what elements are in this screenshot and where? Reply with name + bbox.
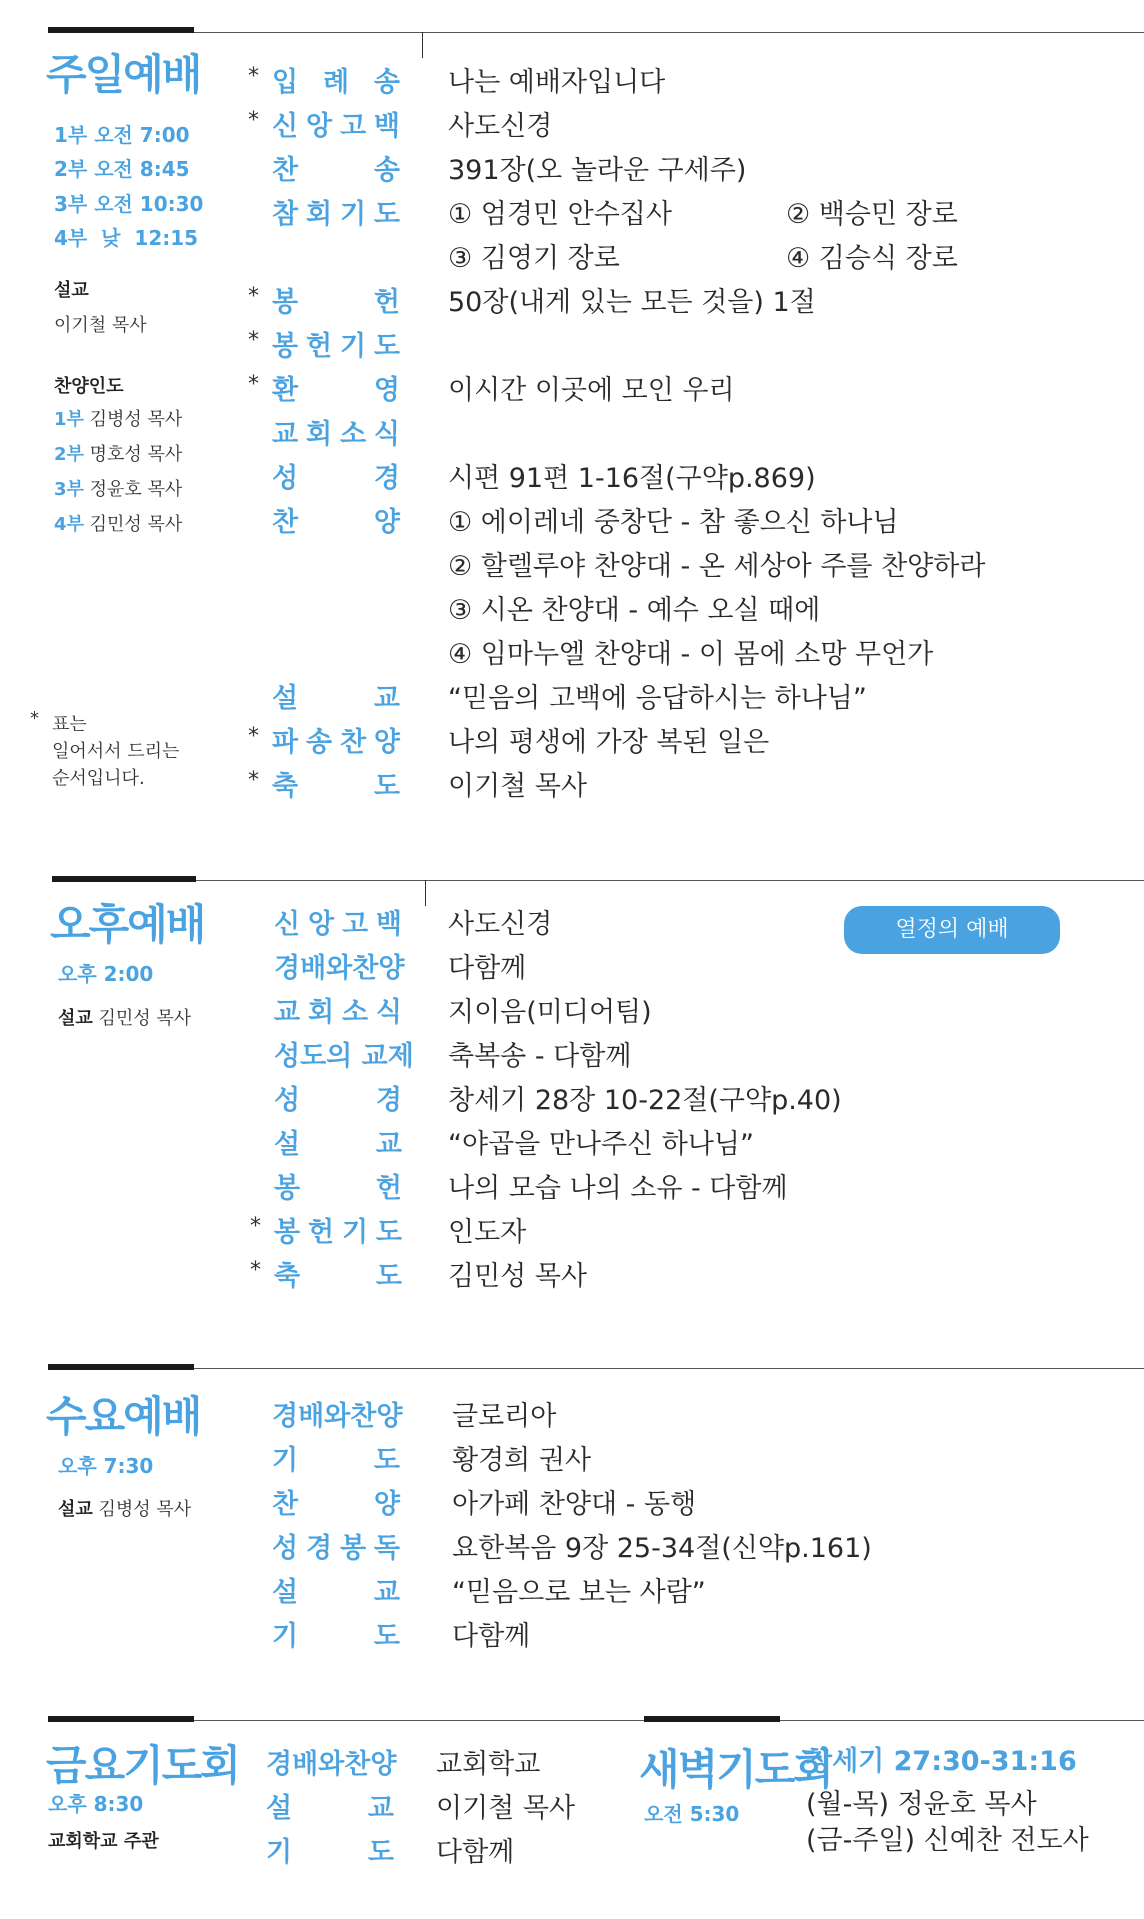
order-label: * 신 앙 고 백 bbox=[248, 108, 400, 142]
standing-marker: * bbox=[248, 328, 259, 353]
order-value: 이기철 목사 bbox=[436, 1793, 575, 1824]
order-value: ③ 시온 찬양대 - 예수 오실 때에 bbox=[448, 595, 821, 626]
section-marker bbox=[52, 876, 196, 882]
friday-time: 오후 8:30 bbox=[48, 1792, 144, 1816]
order-label: 성 경 bbox=[274, 1085, 402, 1116]
order-value: ② 백승민 장로 bbox=[786, 199, 958, 230]
order-value: 김민성 목사 bbox=[448, 1261, 587, 1292]
divider-tick bbox=[422, 32, 423, 58]
order-label: * 환 영 bbox=[248, 372, 400, 406]
sermon-pastor: 이기철 목사 bbox=[54, 315, 147, 336]
friday-title: 금요기도회 bbox=[46, 1741, 239, 1790]
standing-marker: * bbox=[248, 372, 259, 397]
standing-marker: * bbox=[248, 108, 259, 133]
order-label: 참 회 기 도 bbox=[272, 199, 400, 230]
order-value: 다함께 bbox=[452, 1621, 531, 1652]
order-value: 이기철 목사 bbox=[448, 771, 587, 802]
dawn-leader: (월-목) 정윤호 목사 bbox=[806, 1789, 1037, 1820]
praise-leader: 2부 명호성 목사 bbox=[54, 444, 183, 465]
standing-note: 순서입니다. bbox=[52, 768, 145, 789]
order-value: 아가페 찬양대 - 동행 bbox=[452, 1489, 697, 1520]
praise-leader: 4부 김민성 목사 bbox=[54, 514, 183, 535]
order-label: * 입 례 송 bbox=[248, 64, 400, 98]
dawn-leader: (금-주일) 신예찬 전도사 bbox=[806, 1825, 1089, 1856]
order-value: 나는 예배자입니다 bbox=[448, 67, 666, 98]
sunday-title: 주일예배 bbox=[46, 50, 201, 99]
order-value: 나의 모습 나의 소유 - 다함께 bbox=[448, 1173, 788, 1204]
order-value: ① 엄경민 안수집사 bbox=[448, 199, 672, 230]
standing-marker: * bbox=[248, 284, 259, 309]
standing-note-star: * bbox=[30, 708, 39, 729]
order-label: 봉 헌 bbox=[274, 1173, 402, 1204]
order-label: 찬 송 bbox=[272, 155, 400, 186]
order-label: 경배와찬양 bbox=[272, 1401, 403, 1432]
order-label: 경배와찬양 bbox=[266, 1749, 397, 1780]
order-label: 성 경 봉 독 bbox=[272, 1533, 400, 1564]
wednesday-title: 수요예배 bbox=[46, 1392, 201, 1441]
order-value: “믿음의 고백에 응답하시는 하나님” bbox=[448, 683, 867, 714]
order-value: 다함께 bbox=[448, 953, 527, 984]
order-value: 이시간 이곳에 모인 우리 bbox=[448, 375, 735, 406]
order-value: 다함께 bbox=[436, 1837, 515, 1868]
order-label: 성도의 교제 bbox=[274, 1041, 414, 1072]
standing-marker: * bbox=[248, 768, 259, 793]
divider bbox=[194, 1720, 644, 1721]
divider bbox=[194, 1368, 1144, 1369]
standing-note: 일어서서 드리는 bbox=[52, 741, 180, 762]
order-label: 설 교 bbox=[266, 1793, 394, 1824]
order-value: 글로리아 bbox=[452, 1401, 557, 1432]
order-value: “야곱을 만나주신 하나님” bbox=[448, 1129, 754, 1160]
wednesday-sermon: 설교 김병성 목사 bbox=[58, 1499, 192, 1520]
divider bbox=[780, 1720, 1144, 1721]
order-value: 50장(내게 있는 모든 것을) 1절 bbox=[448, 287, 816, 318]
order-label: * 축 도 bbox=[250, 1258, 402, 1292]
friday-host: 교회학교 주관 bbox=[48, 1831, 159, 1852]
order-value: 교회학교 bbox=[436, 1749, 541, 1780]
dawn-time: 오전 5:30 bbox=[644, 1802, 740, 1826]
afternoon-title: 오후예배 bbox=[50, 900, 205, 949]
sunday-time-1: 1부 오전 7:00 bbox=[54, 123, 190, 147]
order-value: 시편 91편 1-16절(구약p.869) bbox=[448, 463, 816, 494]
order-value: ③ 김영기 장로 bbox=[448, 243, 620, 274]
praise-leader: 3부 정윤호 목사 bbox=[54, 479, 183, 500]
order-label: 찬 양 bbox=[272, 1489, 400, 1520]
order-label: * 파 송 찬 양 bbox=[248, 724, 400, 758]
divider bbox=[194, 32, 1144, 33]
divider bbox=[196, 880, 1144, 881]
standing-note: 표는 bbox=[52, 714, 87, 735]
order-value: 사도신경 bbox=[448, 909, 553, 940]
sermon-label: 설교 bbox=[54, 280, 89, 301]
order-label: * 봉 헌 bbox=[248, 284, 400, 318]
order-label: 경배와찬양 bbox=[274, 953, 405, 984]
order-value: ① 에이레네 중창단 - 참 좋으신 하나님 bbox=[448, 507, 899, 538]
order-value: 축복송 - 다함께 bbox=[448, 1041, 632, 1072]
order-value: 요한복음 9장 25-34절(신약p.161) bbox=[452, 1533, 872, 1564]
afternoon-sermon: 설교 김민성 목사 bbox=[58, 1008, 192, 1029]
divider-tick bbox=[425, 880, 426, 906]
order-label: 성 경 bbox=[272, 463, 400, 494]
section-marker bbox=[48, 27, 194, 33]
wednesday-time: 오후 7:30 bbox=[58, 1454, 154, 1478]
order-value: ② 할렐루야 찬양대 - 온 세상아 주를 찬양하라 bbox=[448, 551, 986, 582]
order-value: 지이음(미디어팀) bbox=[448, 997, 652, 1028]
dawn-title: 새벽기도회 bbox=[639, 1745, 832, 1794]
order-value: 인도자 bbox=[448, 1217, 527, 1248]
praise-leader-label: 찬양인도 bbox=[54, 376, 124, 397]
order-value: 나의 평생에 가장 복된 일은 bbox=[448, 727, 770, 758]
dawn-scripture: 창세기 27:30-31:16 bbox=[806, 1746, 1077, 1777]
order-value: ④ 임마누엘 찬양대 - 이 몸에 소망 무언가 bbox=[448, 639, 934, 670]
sunday-time-3: 3부 오전 10:30 bbox=[54, 192, 204, 216]
order-label: 설 교 bbox=[272, 683, 400, 714]
order-value: 391장(오 놀라운 구세주) bbox=[448, 155, 747, 186]
order-label: 교 회 소 식 bbox=[274, 997, 402, 1028]
afternoon-time: 오후 2:00 bbox=[58, 962, 154, 986]
passion-worship-badge: 열정의 예배 bbox=[844, 906, 1060, 954]
order-label: 기 도 bbox=[272, 1445, 400, 1476]
order-value: 창세기 28장 10-22절(구약p.40) bbox=[448, 1085, 842, 1116]
order-label: 찬 양 bbox=[272, 507, 400, 538]
standing-marker: * bbox=[250, 1214, 261, 1239]
order-label: * 축 도 bbox=[248, 768, 400, 802]
order-label: 신 앙 고 백 bbox=[274, 909, 402, 940]
section-marker bbox=[48, 1364, 194, 1370]
order-label: 교 회 소 식 bbox=[272, 419, 400, 450]
order-label: 설 교 bbox=[274, 1129, 402, 1160]
praise-leader: 1부 김병성 목사 bbox=[54, 409, 183, 430]
order-value: “믿음으로 보는 사람” bbox=[452, 1577, 706, 1608]
order-value: 황경희 권사 bbox=[452, 1445, 591, 1476]
order-value: ④ 김승식 장로 bbox=[786, 243, 958, 274]
section-marker bbox=[48, 1716, 194, 1722]
order-label: 기 도 bbox=[266, 1837, 394, 1868]
order-value: 사도신경 bbox=[448, 111, 553, 142]
order-label: * 봉 헌 기 도 bbox=[250, 1214, 402, 1248]
sunday-time-4: 4부 낮 12:15 bbox=[54, 226, 199, 250]
sunday-time-2: 2부 오전 8:45 bbox=[54, 157, 190, 181]
standing-marker: * bbox=[250, 1258, 261, 1283]
order-label: * 봉 헌 기 도 bbox=[248, 328, 400, 362]
order-label: 기 도 bbox=[272, 1621, 400, 1652]
section-marker bbox=[644, 1716, 780, 1722]
standing-marker: * bbox=[248, 724, 259, 749]
standing-marker: * bbox=[248, 64, 259, 89]
order-label: 설 교 bbox=[272, 1577, 400, 1608]
